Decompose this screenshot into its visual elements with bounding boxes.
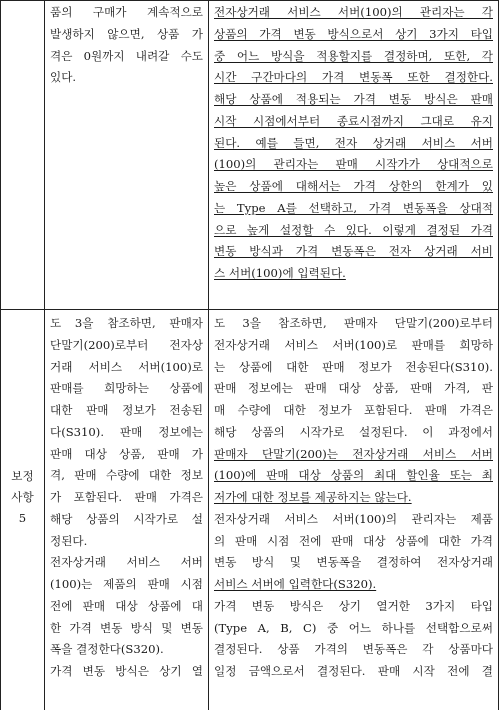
text-line: 거래 서비스 서버(100)로: [50, 359, 203, 374]
row1-original-text: [50, 2, 203, 89]
text-line: 다(S310). 판매 정보에는: [50, 424, 203, 439]
text-line: 으로 높게 설정할 수 있다. 이렇게 결정된 가격: [214, 222, 493, 237]
text-line: 는 상품에 대한 판매 정보가 전송된다(S310).: [214, 359, 493, 374]
text-line: 시작 시점에서부터 종료시점까지 그대로 유지: [214, 113, 493, 128]
text-line: 변동 방식 및 변동폭을 결정하여 전자상거래: [214, 555, 493, 570]
text-line: 있다.: [50, 70, 77, 85]
row1-amended-text: [214, 2, 493, 285]
text-line: 는 Type A를 선택하고, 가격 변동폭을 상대적: [214, 200, 493, 215]
text-line: 격, 판매 수량에 대한 정보: [50, 468, 203, 483]
row2-amended-text: [214, 313, 493, 683]
text-line: 가격 변동 방식은 상기 열: [50, 664, 203, 678]
text-line: 도 3을 참조하면, 판매자: [50, 316, 203, 330]
text-line: 스 서버(100)에 입력된다.: [214, 266, 346, 280]
row-label: [1, 466, 44, 529]
row-label-line: 보정: [11, 469, 34, 483]
text-line: 시간 구간마다의 가격 변동폭 또한 결정한다.: [214, 70, 493, 85]
text-line: 판매 대상 상품, 판매 가: [50, 446, 203, 461]
text-line: 단말기(200)로부터 전자상: [50, 337, 203, 352]
row-label-line: 5: [18, 511, 27, 525]
text-line: 된다. 예를 들면, 전자 상거래 서비스 서버: [214, 135, 493, 150]
column-divider-2: [208, 0, 209, 710]
text-line: (100)는 제품의 판매 시점: [50, 577, 203, 591]
text-line: 의 판매 시점 전에 판매 대상 상품에 대한 가격: [214, 533, 493, 548]
text-line: 폭을 결정한다(S320).: [50, 642, 164, 657]
text-line: 판매 정보에는 판매 대상 상품, 판매 가격, 판: [214, 381, 493, 396]
text-line: (100)의 관리자는 판매 시작가가 상대적으로: [214, 157, 493, 172]
table-left-border: [0, 0, 1, 710]
text-line: 발생하지 않으면, 상품 가: [50, 26, 203, 41]
row-divider: [0, 309, 499, 310]
text-line: 전자상거래 서비스 서버(100)의 관리자는 각: [214, 5, 493, 19]
text-line: 전자상거래 서비스 서버(100)로 판매를 희망하: [214, 337, 493, 352]
text-line: 가격 변동 방식은 상기 열거한 3가지 타입: [214, 598, 493, 613]
text-line: 판매자 단말기(200)는 전자상거래 서비스 서버: [214, 446, 493, 461]
row-label-line: 사항: [11, 490, 34, 504]
text-line: 상품의 가격 변동 방식으로서 상기 3가지 타입: [214, 26, 493, 41]
text-line: (Type A, B, C) 중 어느 하나를 선택함으로써: [214, 620, 493, 635]
text-line: 정된다.: [50, 533, 88, 548]
table-top-border: [0, 0, 499, 1]
text-line: 일정 금액으로서 결정된다. 판매 시작 전에 결: [214, 664, 493, 678]
text-line: 품의 구매가 계속적으로: [50, 5, 203, 19]
text-line: 격은 0원까지 내려갈 수도: [50, 48, 203, 63]
text-line: (100)에 판매 대상 상품의 최대 할인율 또는 최: [214, 468, 493, 483]
text-line: 한 가격 변동 방식 및 변동: [50, 620, 203, 635]
text-line: 중 어느 방식을 적용할지를 결정하며, 또한, 각: [214, 48, 493, 63]
text-line: 가 포함된다. 판매 가격은: [50, 490, 203, 504]
text-line: 저가에 대한 정보를 제공하지는 않는다.: [214, 490, 412, 504]
text-line: 전자상거래 서비스 서버: [50, 555, 203, 570]
text-line: 도 3을 참조하면, 판매자 단말기(200)로부터: [214, 316, 493, 330]
text-line: 매 수량에 대한 정보가 포함된다. 판매 가격은: [214, 403, 493, 417]
row2-original-text: [50, 313, 203, 683]
text-line: 판매를 희망하는 상품에: [50, 381, 203, 396]
text-line: 전에 판매 대상 상품에 대: [50, 598, 203, 613]
text-line: 변동 방식과 가격 변동폭은 전자 상거래 서비: [214, 244, 493, 259]
text-line: 높은 상품에 대해서는 가격 상한의 한계가 있: [214, 179, 493, 193]
column-divider-1: [44, 0, 45, 710]
text-line: 해당 상품에 적용되는 가격 변동 방식은 판매: [214, 92, 493, 106]
text-line: 결정된다. 상품 가격의 변동폭은 각 상품마다: [214, 642, 493, 657]
text-line: 전자상거래 서비스 서버(100)의 관리자는 제품: [214, 511, 493, 526]
text-line: 해당 상품의 시작가로 설: [50, 511, 203, 526]
text-line: 해당 상품의 시작가로 설정된다. 이 과정에서: [214, 424, 493, 439]
text-line: 서비스 서버에 입력한다(S320).: [214, 577, 377, 591]
text-line: 대한 판매 정보가 전송된: [50, 403, 203, 417]
